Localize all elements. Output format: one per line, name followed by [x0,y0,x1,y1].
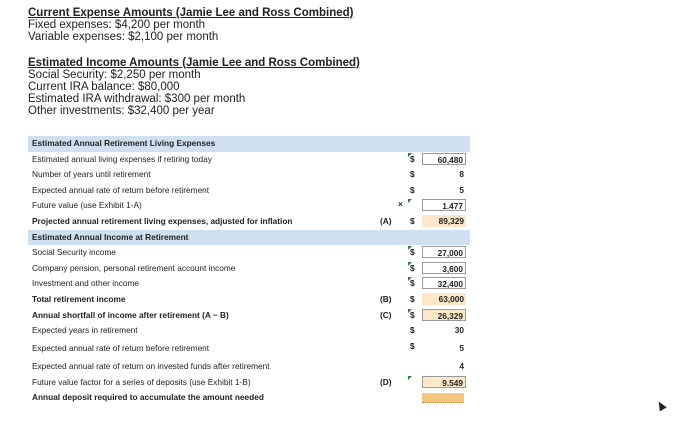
table-row [28,214,470,230]
row-label: Expected annual rate of return on invested funds after retirement [32,360,270,371]
row-label: Company pension, personal retirement account income [32,262,236,273]
social-security-income-input[interactable]: 27,000 [422,246,466,258]
row-label: Future value factor for a series of deposits (use Exhibit 1-B) [32,376,251,387]
investment-income-input[interactable]: 32,400 [422,277,466,289]
row-label: Expected annual rate of return before retirement [32,342,210,353]
table-row [28,357,470,375]
currency-sign: $ [410,262,415,273]
years-until-retirement-value: 8 [459,169,464,180]
currency-sign: $ [410,278,415,289]
row-label: Future value (use Exhibit 1-A) [32,200,142,211]
table-row [28,308,470,324]
fixed-expenses-line: Fixed expenses: $4,200 per month [28,19,206,31]
current-expense-section [28,7,353,43]
currency-sign: $ [410,340,415,351]
row-marker: (B) [380,293,392,304]
table-row [28,261,470,277]
table-row [28,375,470,391]
living-expenses-input[interactable]: 60,480 [422,153,466,165]
row-label: Social Security income [32,247,116,258]
row-label: Number of years until retirement [32,169,151,180]
table-row [28,339,470,357]
estimated-income-section [28,57,360,117]
row-label: Annual shortfall of income after retirement (A − B) [32,309,229,320]
annual-deposit-answer-input[interactable] [422,393,464,403]
currency-sign: $ [410,184,415,195]
table-row [28,390,470,406]
row-label: Expected annual rate of return before retirement [32,184,210,195]
table-row [28,183,470,199]
future-value-factor-input[interactable]: 9.549 [422,376,466,388]
row-label: Projected annual retirement living expenses, adjusted for inflation [32,215,293,226]
row-label: Investment and other income [32,278,139,289]
row-label: Total retirement income [32,293,126,304]
row-label: Expected years in retirement [32,325,138,336]
row-marker: (C) [380,309,392,320]
table-row [28,245,470,261]
table-row [28,276,470,292]
table-row [28,167,470,183]
social-security-line: Social Security: $2,250 per month [28,69,201,81]
currency-sign: $ [410,169,415,180]
currency-sign: $ [410,293,415,304]
currency-sign: $ [410,215,415,226]
ira-withdrawal-line: Estimated IRA withdrawal: $300 per month [28,93,246,105]
estimated-income-heading: Estimated Income Amounts (Jamie Lee and Ross Combined) [28,57,360,69]
row-label: Annual deposit required to accumulate the amount needed [32,392,264,403]
table-row [28,198,470,214]
row-marker: (A) [380,215,392,226]
current-expense-heading: Current Expense Amounts (Jamie Lee and Ross Combined) [28,7,354,19]
rate-after-retirement-value: 4 [459,360,464,371]
row-label: Estimated Annual Income at Retirement [32,231,189,242]
multiply-operator: × [398,199,403,210]
currency-sign: $ [410,153,415,164]
retirement-worksheet-table [28,136,470,406]
table-header-income [28,230,470,246]
table-row [28,323,470,339]
mouse-cursor-icon [655,400,666,412]
table-row [28,292,470,308]
pension-income-input[interactable]: 3,600 [422,262,466,274]
currency-sign: $ [410,325,415,336]
currency-sign: $ [410,309,415,320]
variable-expenses-line: Variable expenses: $2,100 per month [28,31,219,43]
currency-sign: $ [410,247,415,258]
answer-flag-icon [408,376,412,380]
annual-shortfall-input[interactable]: 26,329 [422,309,466,321]
row-label: Estimated annual living expenses if retiring today [32,153,212,164]
other-investments-line: Other investments: $32,400 per year [28,105,215,117]
table-header-expenses [28,136,470,152]
row-marker: (D) [380,376,392,387]
ira-balance-line: Current IRA balance: $80,000 [28,81,180,93]
years-in-retirement-value: 30 [454,325,464,336]
projected-expenses-value: 89,329 [422,215,466,227]
total-retirement-income-value: 63,000 [422,293,466,305]
answer-flag-icon [408,199,412,203]
rate-before-retirement-value: 5 [459,184,464,195]
table-row [28,152,470,168]
row-label: Estimated Annual Retirement Living Expenses [32,138,216,148]
rate-before-retirement-value-2: 5 [459,342,464,353]
future-value-input[interactable]: 1.477 [422,199,466,211]
